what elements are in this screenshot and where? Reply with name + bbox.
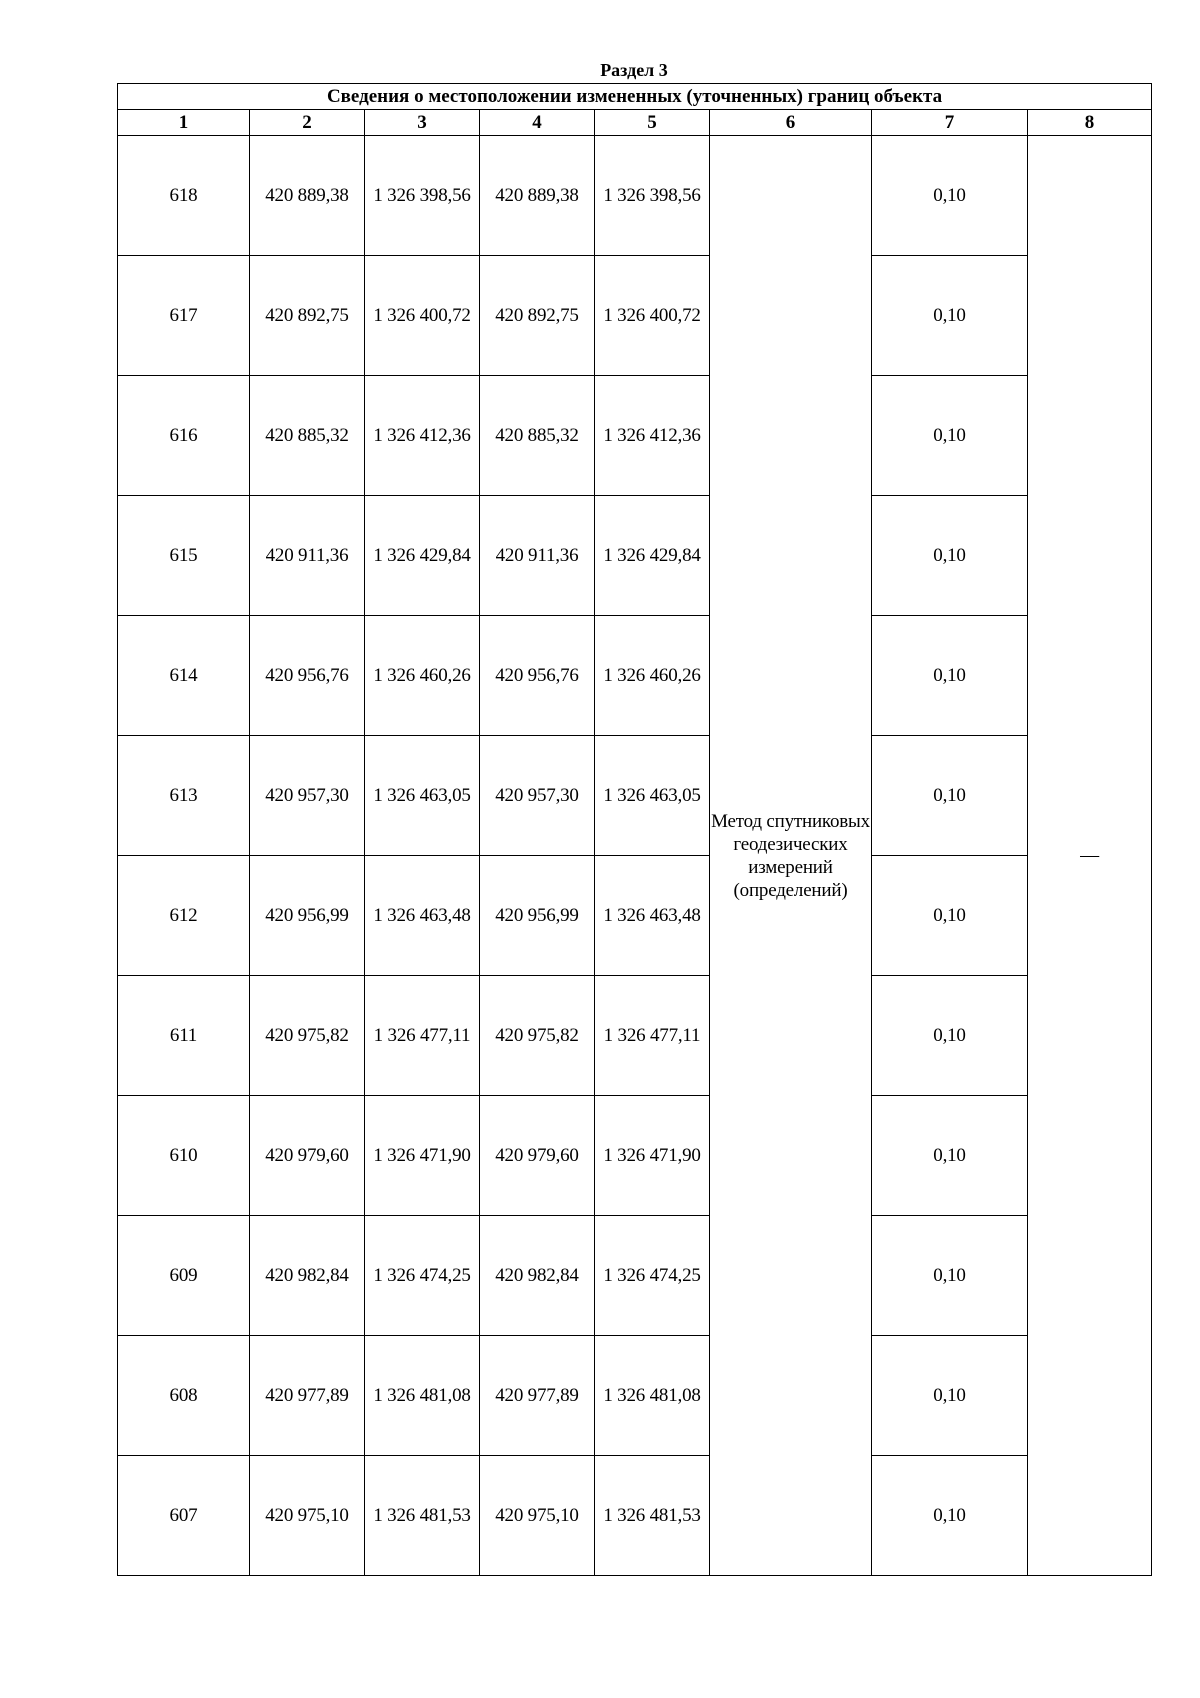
column-number: 5	[595, 110, 710, 136]
existing-x-cell: 420 982,84	[250, 1216, 365, 1336]
existing-x-cell: 420 956,76	[250, 616, 365, 736]
table-row	[118, 256, 1152, 376]
table-row	[118, 976, 1152, 1096]
existing-x-cell: 420 885,32	[250, 376, 365, 496]
existing-y-cell: 1 326 412,36	[365, 376, 480, 496]
table-row	[118, 856, 1152, 976]
refined-y-cell: 1 326 398,56	[595, 136, 710, 256]
refined-x-cell: 420 911,36	[480, 496, 595, 616]
refined-y-cell: 1 326 463,48	[595, 856, 710, 976]
existing-y-cell: 1 326 400,72	[365, 256, 480, 376]
table-row	[118, 1456, 1152, 1576]
existing-x-cell: 420 975,10	[250, 1456, 365, 1576]
accuracy-cell: 0,10	[872, 1456, 1028, 1576]
existing-y-cell: 1 326 463,48	[365, 856, 480, 976]
table-row	[118, 376, 1152, 496]
refined-y-cell: 1 326 429,84	[595, 496, 710, 616]
refined-x-cell: 420 885,32	[480, 376, 595, 496]
column-number-row	[118, 110, 1152, 136]
refined-x-cell: 420 957,30	[480, 736, 595, 856]
table-row	[118, 496, 1152, 616]
existing-y-cell: 1 326 481,08	[365, 1336, 480, 1456]
refined-x-cell: 420 892,75	[480, 256, 595, 376]
accuracy-cell: 0,10	[872, 256, 1028, 376]
refined-x-cell: 420 982,84	[480, 1216, 595, 1336]
accuracy-cell: 0,10	[872, 1216, 1028, 1336]
accuracy-cell: 0,10	[872, 736, 1028, 856]
point-number-cell: 614	[118, 616, 250, 736]
existing-x-cell: 420 977,89	[250, 1336, 365, 1456]
existing-y-cell: 1 326 463,05	[365, 736, 480, 856]
existing-y-cell: 1 326 481,53	[365, 1456, 480, 1576]
existing-x-cell: 420 892,75	[250, 256, 365, 376]
existing-x-cell: 420 957,30	[250, 736, 365, 856]
refined-x-cell: 420 975,10	[480, 1456, 595, 1576]
point-number-cell: 616	[118, 376, 250, 496]
table-row	[118, 616, 1152, 736]
point-number-cell: 615	[118, 496, 250, 616]
boundary-coordinates-table	[117, 83, 1152, 1576]
column-number: 1	[118, 110, 250, 136]
existing-x-cell: 420 956,99	[250, 856, 365, 976]
table-row	[118, 1336, 1152, 1456]
method-cell: Метод спутниковых геодезических измерений (определений)	[710, 136, 872, 1576]
column-number: 2	[250, 110, 365, 136]
refined-y-cell: 1 326 481,53	[595, 1456, 710, 1576]
existing-y-cell: 1 326 398,56	[365, 136, 480, 256]
table-caption: Сведения о местоположении измененных (уточненных) границ объекта	[118, 84, 1152, 110]
column-number: 4	[480, 110, 595, 136]
refined-y-cell: 1 326 400,72	[595, 256, 710, 376]
point-number-cell: 617	[118, 256, 250, 376]
point-number-cell: 609	[118, 1216, 250, 1336]
section-title: Раздел 3	[600, 60, 668, 80]
refined-y-cell: 1 326 481,08	[595, 1336, 710, 1456]
point-number-cell: 611	[118, 976, 250, 1096]
refined-y-cell: 1 326 477,11	[595, 976, 710, 1096]
accuracy-cell: 0,10	[872, 376, 1028, 496]
table-body	[118, 136, 1152, 1576]
existing-x-cell: 420 911,36	[250, 496, 365, 616]
refined-x-cell: 420 956,99	[480, 856, 595, 976]
existing-y-cell: 1 326 460,26	[365, 616, 480, 736]
existing-y-cell: 1 326 474,25	[365, 1216, 480, 1336]
existing-x-cell: 420 979,60	[250, 1096, 365, 1216]
column-number: 3	[365, 110, 480, 136]
existing-y-cell: 1 326 471,90	[365, 1096, 480, 1216]
refined-y-cell: 1 326 474,25	[595, 1216, 710, 1336]
note-cell: —	[1028, 136, 1152, 1576]
point-number-cell: 610	[118, 1096, 250, 1216]
accuracy-cell: 0,10	[872, 1336, 1028, 1456]
refined-x-cell: 420 889,38	[480, 136, 595, 256]
column-number: 6	[710, 110, 872, 136]
point-number-cell: 613	[118, 736, 250, 856]
point-number-cell: 608	[118, 1336, 250, 1456]
column-number: 8	[1028, 110, 1152, 136]
accuracy-cell: 0,10	[872, 616, 1028, 736]
accuracy-cell: 0,10	[872, 496, 1028, 616]
table-row	[118, 136, 1152, 256]
accuracy-cell: 0,10	[872, 1096, 1028, 1216]
existing-x-cell: 420 975,82	[250, 976, 365, 1096]
existing-x-cell: 420 889,38	[250, 136, 365, 256]
refined-x-cell: 420 975,82	[480, 976, 595, 1096]
refined-x-cell: 420 956,76	[480, 616, 595, 736]
column-number: 7	[872, 110, 1028, 136]
refined-y-cell: 1 326 412,36	[595, 376, 710, 496]
table-caption-row	[118, 84, 1152, 110]
point-number-cell: 607	[118, 1456, 250, 1576]
refined-y-cell: 1 326 463,05	[595, 736, 710, 856]
existing-y-cell: 1 326 477,11	[365, 976, 480, 1096]
accuracy-cell: 0,10	[872, 856, 1028, 976]
refined-y-cell: 1 326 460,26	[595, 616, 710, 736]
refined-y-cell: 1 326 471,90	[595, 1096, 710, 1216]
refined-x-cell: 420 977,89	[480, 1336, 595, 1456]
existing-y-cell: 1 326 429,84	[365, 496, 480, 616]
accuracy-cell: 0,10	[872, 136, 1028, 256]
table-row	[118, 1096, 1152, 1216]
refined-x-cell: 420 979,60	[480, 1096, 595, 1216]
accuracy-cell: 0,10	[872, 976, 1028, 1096]
table-row	[118, 1216, 1152, 1336]
point-number-cell: 612	[118, 856, 250, 976]
point-number-cell: 618	[118, 136, 250, 256]
table-row	[118, 736, 1152, 856]
